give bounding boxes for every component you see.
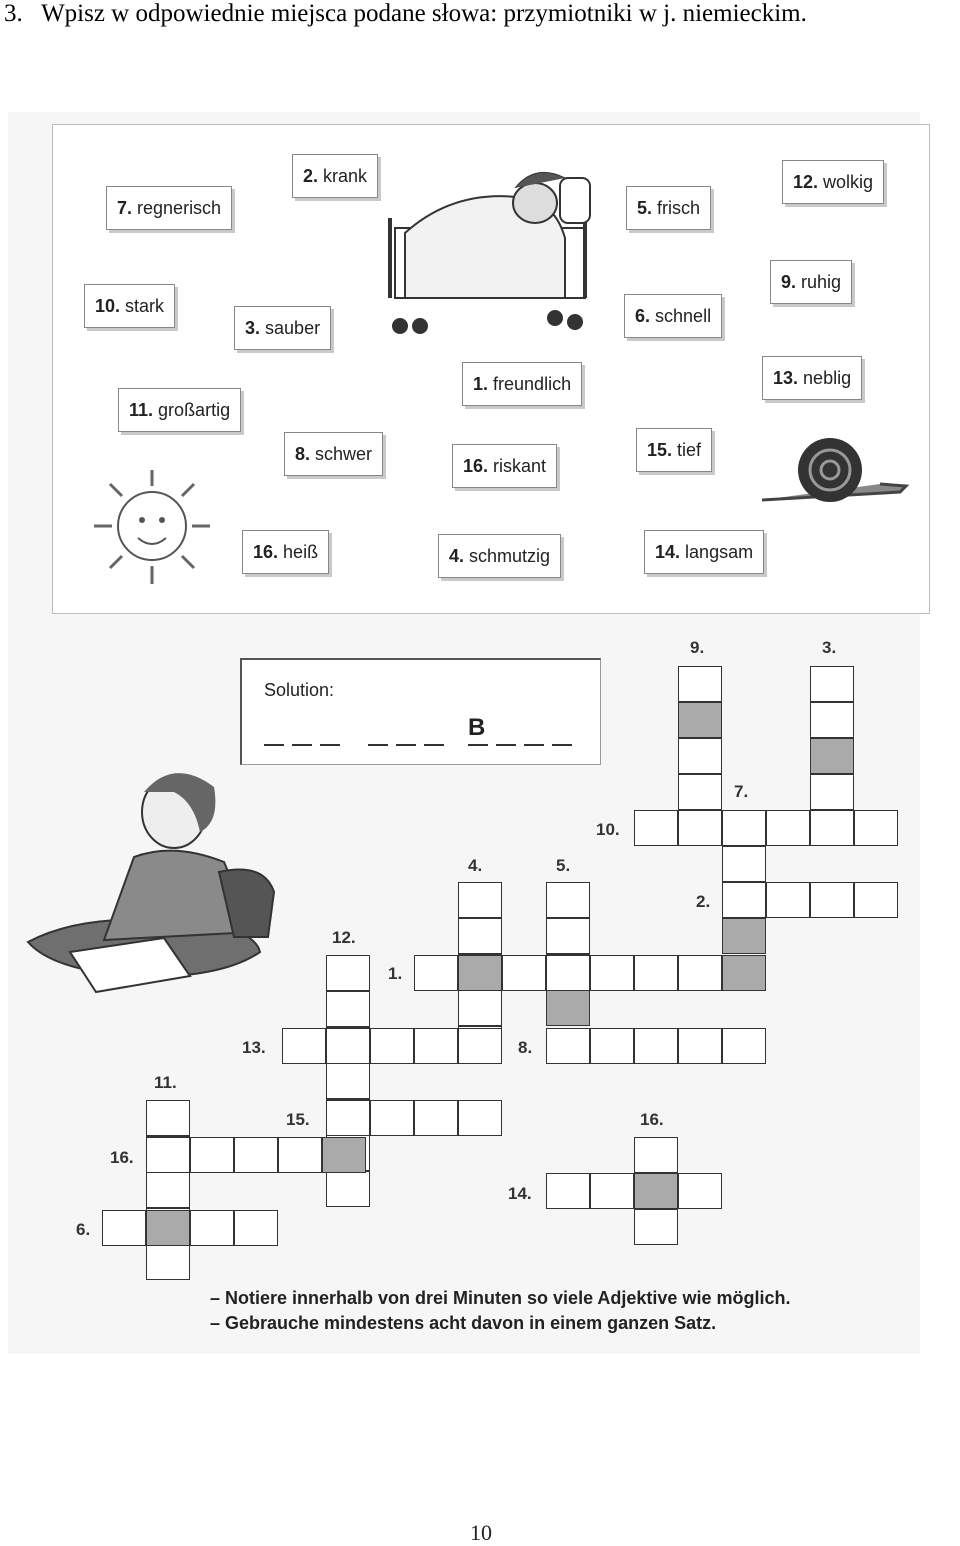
crossword-cell[interactable] bbox=[102, 1210, 146, 1246]
crossword-cell[interactable] bbox=[854, 810, 898, 846]
crossword-cell[interactable] bbox=[678, 738, 722, 774]
word-card: 10. stark bbox=[84, 284, 175, 328]
crossword-cell[interactable] bbox=[722, 846, 766, 882]
word-card: 14. langsam bbox=[644, 530, 764, 574]
crossword-cell[interactable] bbox=[590, 1173, 634, 1209]
crossword-cell[interactable] bbox=[190, 1137, 234, 1173]
answer-blank bbox=[292, 744, 312, 746]
crossword-cell[interactable] bbox=[722, 810, 766, 846]
clue-number: 7. bbox=[734, 782, 749, 801]
crossword-cell[interactable] bbox=[458, 1100, 502, 1136]
crossword-cell[interactable] bbox=[458, 1028, 502, 1064]
crossword-cell[interactable] bbox=[458, 990, 502, 1026]
crossword-cell[interactable] bbox=[810, 702, 854, 738]
student-writing-illustration bbox=[24, 762, 286, 1012]
answer-blank bbox=[552, 744, 572, 746]
crossword-cell[interactable] bbox=[278, 1137, 322, 1173]
word-card: 4. schmutzig bbox=[438, 534, 561, 578]
crossword-solution-cell[interactable] bbox=[146, 1210, 190, 1246]
crossword-cell[interactable] bbox=[458, 918, 502, 954]
word-card: 16. riskant bbox=[452, 444, 557, 488]
word-card: 1. freundlich bbox=[462, 362, 582, 406]
clue-number: 1. bbox=[388, 964, 403, 983]
answer-blank bbox=[264, 744, 284, 746]
crossword-cell[interactable] bbox=[722, 1028, 766, 1064]
crossword-cell[interactable] bbox=[546, 918, 590, 954]
clue-number: 13. bbox=[242, 1038, 266, 1057]
answer-blank bbox=[524, 744, 544, 746]
crossword-cell[interactable] bbox=[634, 1028, 678, 1064]
clue-number: 12. bbox=[332, 928, 356, 947]
word-card: 8. schwer bbox=[284, 432, 383, 476]
clue-number: 3. bbox=[822, 638, 837, 657]
clue-number: 15. bbox=[286, 1110, 310, 1129]
answer-blank bbox=[396, 744, 416, 746]
crossword-cell[interactable] bbox=[590, 1028, 634, 1064]
crossword-cell[interactable] bbox=[458, 882, 502, 918]
crossword-cell[interactable] bbox=[678, 666, 722, 702]
crossword-cell[interactable] bbox=[678, 1028, 722, 1064]
crossword-cell[interactable] bbox=[326, 1100, 370, 1136]
answer-blank bbox=[424, 744, 444, 746]
clue-number: 2. bbox=[696, 892, 711, 911]
word-card: 12. wolkig bbox=[782, 160, 884, 204]
crossword-cell[interactable] bbox=[414, 1100, 458, 1136]
crossword-cell[interactable] bbox=[146, 1244, 190, 1280]
instruction-line: – Gebrauche mindestens acht davon in einem ganzen Satz. bbox=[210, 1313, 717, 1333]
crossword-cell[interactable] bbox=[678, 1173, 722, 1209]
crossword-solution-cell[interactable] bbox=[458, 955, 502, 991]
crossword-cell[interactable] bbox=[282, 1028, 326, 1064]
word-card: 5. frisch bbox=[626, 186, 711, 230]
word-card: 16. heiß bbox=[242, 530, 329, 574]
clue-number: 14. bbox=[508, 1184, 532, 1203]
crossword-cell[interactable] bbox=[146, 1100, 190, 1136]
crossword-solution-cell[interactable] bbox=[546, 990, 590, 1026]
clue-number: 5. bbox=[556, 856, 571, 875]
crossword-cell[interactable] bbox=[326, 991, 370, 1027]
crossword-cell[interactable] bbox=[810, 810, 854, 846]
crossword-cell[interactable] bbox=[678, 774, 722, 810]
answer-blank bbox=[368, 744, 388, 746]
crossword-cell[interactable] bbox=[414, 955, 458, 991]
crossword-cell[interactable] bbox=[634, 955, 678, 991]
crossword-solution-cell[interactable] bbox=[634, 1173, 678, 1209]
word-card: 9. ruhig bbox=[770, 260, 852, 304]
crossword-cell[interactable] bbox=[146, 1137, 190, 1173]
answer-blank bbox=[496, 744, 516, 746]
crossword-cell[interactable] bbox=[370, 1028, 414, 1064]
crossword-solution-cell[interactable] bbox=[722, 918, 766, 954]
crossword-cell[interactable] bbox=[146, 1172, 190, 1208]
solution-box bbox=[240, 658, 601, 765]
crossword-solution-cell[interactable] bbox=[322, 1137, 366, 1173]
crossword-cell[interactable] bbox=[326, 1063, 370, 1099]
clue-number: 8. bbox=[518, 1038, 533, 1057]
sun-illustration bbox=[88, 466, 218, 590]
answer-blank bbox=[320, 744, 340, 746]
instruction-line: – Notiere innerhalb von drei Minuten so viele Adjektive wie möglich. bbox=[210, 1288, 791, 1308]
crossword-cell[interactable] bbox=[854, 882, 898, 918]
crossword-cell[interactable] bbox=[190, 1210, 234, 1246]
crossword-cell[interactable] bbox=[634, 1137, 678, 1173]
crossword-cell[interactable] bbox=[722, 882, 766, 918]
clue-number: 16. bbox=[640, 1110, 664, 1129]
word-card: 6. schnell bbox=[624, 294, 722, 338]
crossword-cell[interactable] bbox=[634, 810, 678, 846]
crossword-cell[interactable] bbox=[234, 1210, 278, 1246]
crossword-cell[interactable] bbox=[678, 810, 722, 846]
exercise-heading bbox=[4, 0, 807, 28]
crossword-cell[interactable] bbox=[810, 774, 854, 810]
crossword-cell[interactable] bbox=[810, 882, 854, 918]
solution-label: Solution: bbox=[264, 680, 335, 700]
crossword-cell[interactable] bbox=[722, 955, 766, 991]
crossword-cell[interactable] bbox=[546, 1173, 590, 1209]
clue-number: 6. bbox=[76, 1220, 91, 1239]
sick-person-bed-illustration bbox=[375, 158, 615, 338]
crossword-cell[interactable] bbox=[766, 882, 810, 918]
word-card: 11. großartig bbox=[118, 388, 241, 432]
crossword-cell[interactable] bbox=[234, 1137, 278, 1173]
crossword-solution-cell[interactable] bbox=[678, 702, 722, 738]
crossword-cell[interactable] bbox=[370, 1100, 414, 1136]
crossword-cell[interactable] bbox=[590, 955, 634, 991]
crossword-cell[interactable] bbox=[766, 810, 810, 846]
crossword-cell[interactable] bbox=[414, 1028, 458, 1064]
crossword-cell[interactable] bbox=[546, 882, 590, 918]
crossword-cell[interactable] bbox=[810, 666, 854, 702]
crossword-cell[interactable] bbox=[546, 1028, 590, 1064]
crossword-cell[interactable] bbox=[326, 1028, 370, 1064]
exercise-number: 3. bbox=[4, 0, 23, 27]
clue-number: 16. bbox=[110, 1148, 134, 1167]
word-card: 15. tief bbox=[636, 428, 712, 472]
crossword-cell[interactable] bbox=[502, 955, 546, 991]
word-card: 2. krank bbox=[292, 154, 378, 198]
page-number: 10 bbox=[470, 1520, 492, 1545]
snail-illustration bbox=[760, 436, 910, 506]
word-card: 13. neblig bbox=[762, 356, 862, 400]
clue-number: 11. bbox=[154, 1073, 177, 1092]
clue-number: 4. bbox=[468, 856, 483, 875]
crossword-cell[interactable] bbox=[326, 1171, 370, 1207]
crossword-cell[interactable] bbox=[678, 955, 722, 991]
crossword-solution-cell[interactable] bbox=[810, 738, 854, 774]
crossword-cell[interactable] bbox=[634, 1209, 678, 1245]
clue-number: 9. bbox=[690, 638, 705, 657]
word-card: 7. regnerisch bbox=[106, 186, 232, 230]
exercise-instruction: Wpisz w odpowiednie miejsca podane słowa: przymiotniki w j. niemieckim. bbox=[41, 0, 807, 27]
crossword-cell[interactable] bbox=[546, 955, 590, 991]
solution-letter: B bbox=[468, 714, 486, 741]
crossword-cell[interactable] bbox=[326, 955, 370, 991]
answer-blank bbox=[468, 744, 488, 746]
word-card: 3. sauber bbox=[234, 306, 331, 350]
clue-number: 10. bbox=[596, 820, 620, 839]
